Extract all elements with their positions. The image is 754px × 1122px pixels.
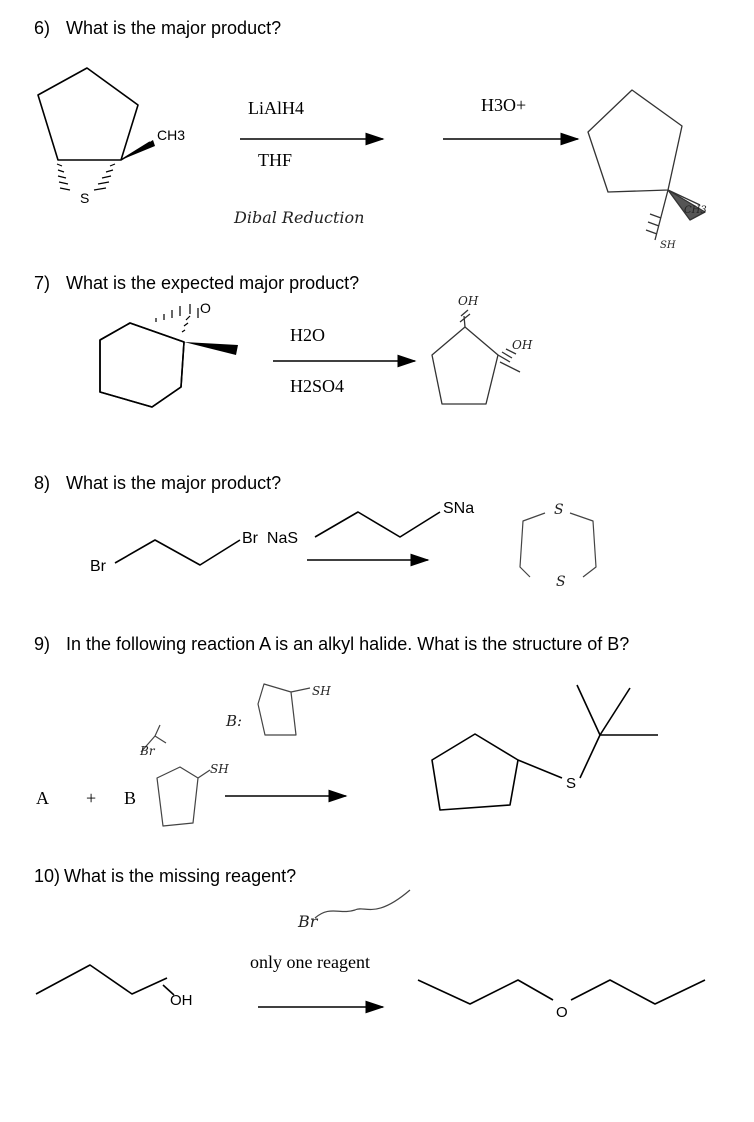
q6-reactant-structure [38, 68, 155, 190]
q9-hand-b: B: [226, 712, 243, 730]
question-number: 6) [34, 18, 51, 38]
q9-plus-sign: + [86, 788, 97, 808]
question-text: In the following reaction A is an alkyl halide. What is the structure of B? [66, 634, 630, 654]
q8-bromine-label: Br [90, 558, 106, 575]
q8-reactant-chain [115, 540, 240, 565]
q9-hand-sh-top: SH [312, 684, 331, 698]
q8-nucleophile-chain [315, 512, 440, 537]
q9-sulfur-label: S [566, 775, 577, 792]
question-number: 8) [34, 473, 51, 493]
q6-ch3-label: CH3 [157, 127, 186, 143]
q7-product-drawing [432, 310, 520, 404]
q6-product-sh: SH [660, 240, 676, 251]
q6-reagent-1: LiAlH4 [248, 98, 304, 118]
q6-reagent-2: H3O+ [481, 95, 527, 115]
q7-reactant-structure [100, 304, 238, 407]
q6-handwritten-note: Dibal Reduction [234, 208, 365, 227]
q8-product-s-bottom: S [556, 574, 566, 590]
q7-reagent-bottom: H2SO4 [290, 376, 345, 396]
question-text: What is the missing reagent? [64, 866, 297, 886]
q10-hand-drawing [315, 890, 410, 918]
question-number: 10) [34, 866, 61, 886]
q9-a-label: A [36, 788, 49, 808]
question-number: 7) [34, 273, 51, 293]
q10-product-chain [418, 980, 553, 1004]
q6-product-drawing [588, 90, 705, 240]
q8-product-drawing [520, 513, 596, 577]
q10-oh-label: OH [170, 992, 193, 1009]
question-text: What is the major product? [66, 473, 282, 493]
q9-b-label: B [124, 788, 137, 808]
q9-hand-br: Br [140, 744, 155, 758]
q9-hand-sh-mid: SH [210, 762, 229, 776]
question-number: 9) [34, 634, 51, 654]
question-text: What is the expected major product? [66, 273, 360, 293]
q6-solvent: THF [258, 150, 293, 170]
q7-product-oh-side: OH [512, 338, 533, 352]
q7-product-oh-top: OH [458, 294, 479, 308]
q10-hand-br: Br [298, 912, 318, 931]
q6-sulfur-label: S [80, 190, 90, 206]
q10-oxygen-label: O [556, 1004, 568, 1021]
q8-reagent: Br NaS [242, 530, 299, 547]
q7-oxygen-label: O [200, 300, 211, 316]
q6-product-ch3: CH3 [684, 205, 707, 216]
q8-sna-label: SNa [443, 500, 475, 517]
q8-product-s-top: S [554, 502, 564, 518]
q7-reagent-top: H2O [290, 325, 325, 345]
q10-reactant-chain [36, 965, 167, 994]
q9-product-structure [432, 685, 658, 810]
question-text: What is the major product? [66, 18, 282, 38]
q9-hand-drawings [141, 684, 310, 826]
q10-reagent-note: only one reagent [250, 952, 370, 972]
